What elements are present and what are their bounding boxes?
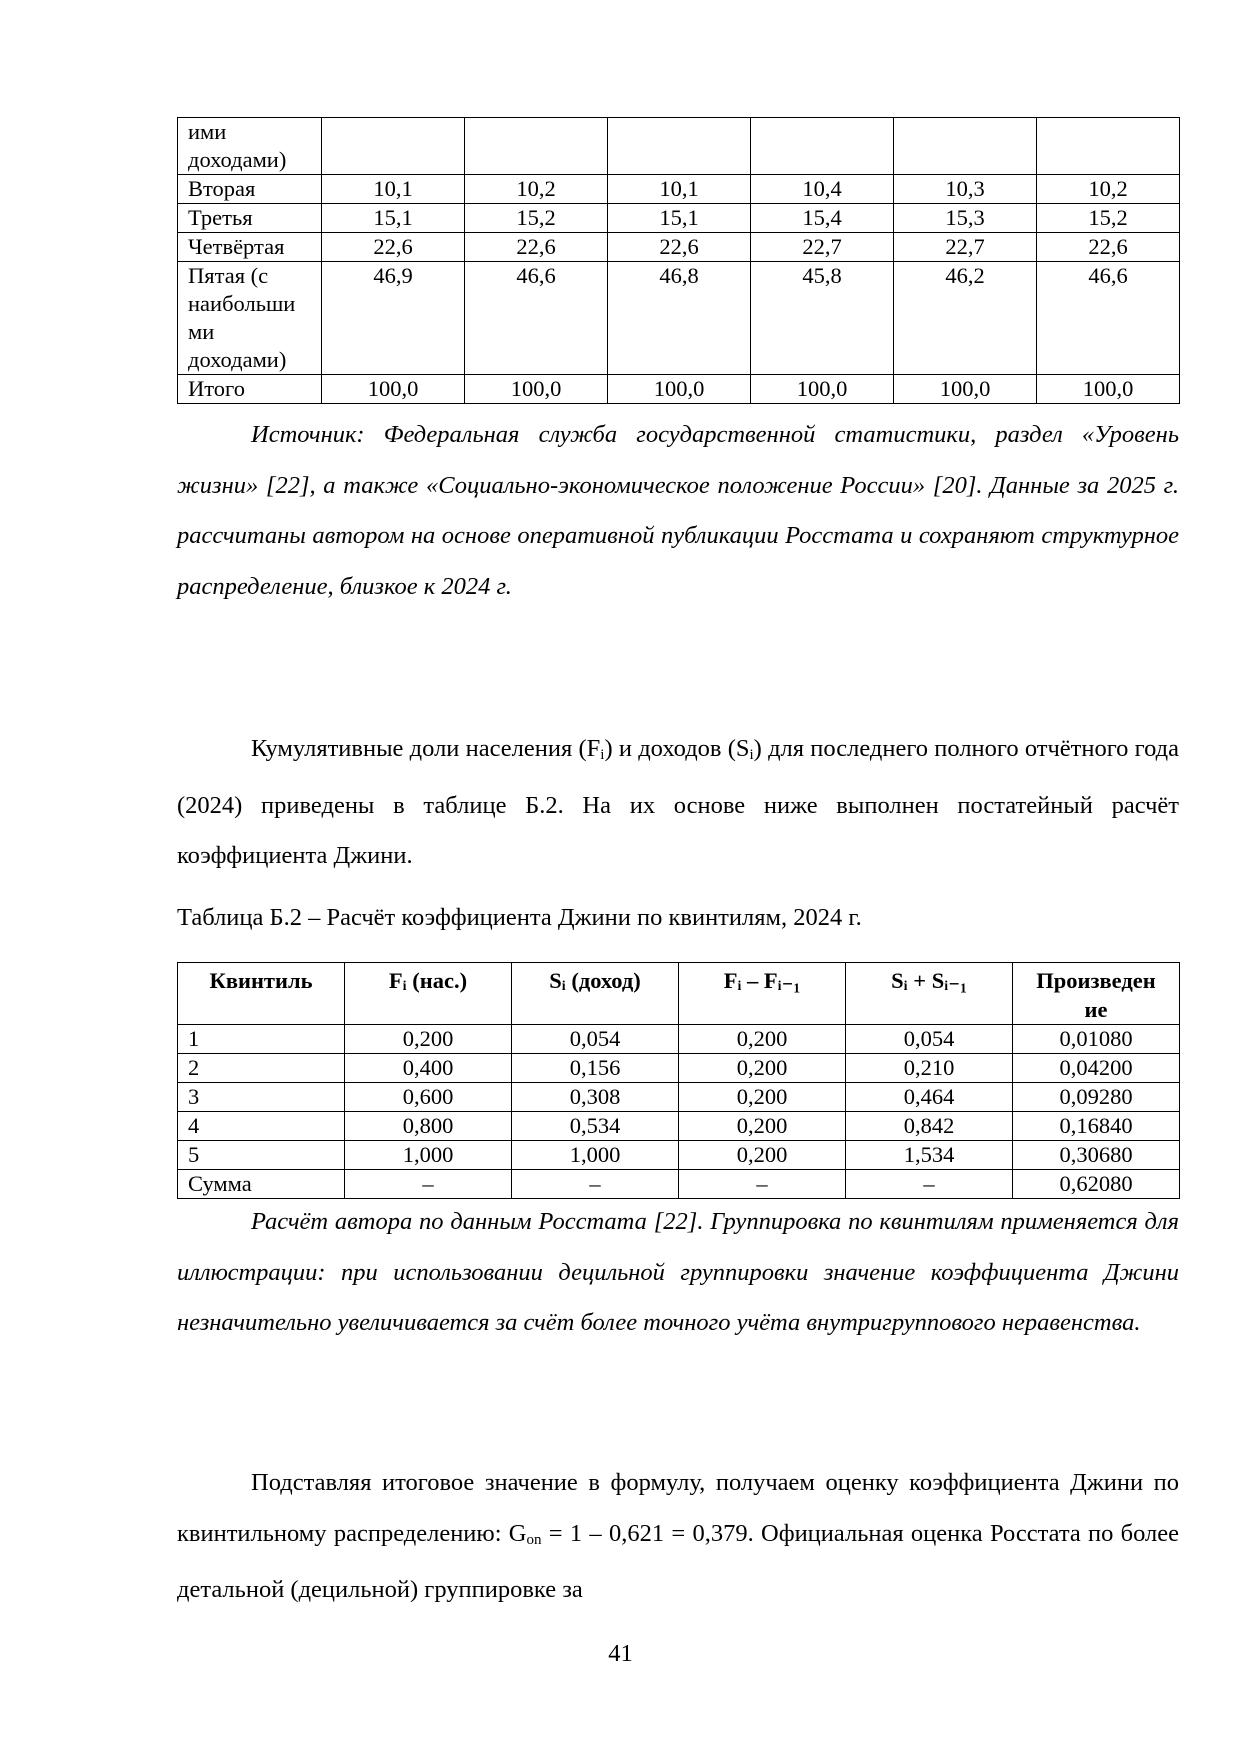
table-row (178, 175, 1180, 204)
paragraph-cumulative-shares (177, 724, 1179, 882)
row-label: 2 (178, 1054, 345, 1083)
table-cell: 0,09280 (1013, 1083, 1180, 1112)
table-cell: 45,8 (751, 262, 894, 375)
table-cell: 0,600 (345, 1083, 512, 1112)
row-label: 1 (178, 1025, 345, 1054)
table-header-row (178, 963, 1180, 1025)
row-label: 5 (178, 1141, 345, 1170)
quintile-income-table-body (178, 118, 1180, 404)
table-cell: 22,7 (894, 233, 1037, 262)
table-cell: 15,1 (322, 204, 465, 233)
table-cell: 0,200 (679, 1141, 846, 1170)
source-note: Источник: Федеральная служба государственной статистики, раздел «Уровень жизни» [22], а также «Социально-экономическое положение России» [20]. Данные за 2025 г. рассчитаны автором на основе оперативной публикации Росстата и сохраняют структурное распределение, близкое к 2024 г. (177, 421, 1179, 600)
table-cell: 22,7 (751, 233, 894, 262)
quintile-income-table (177, 117, 1180, 404)
table-cell: 0,200 (679, 1083, 846, 1112)
table-cell: 0,464 (846, 1083, 1013, 1112)
table-cell (1037, 118, 1180, 175)
table-row (178, 1170, 1180, 1199)
table-cell: 10,3 (894, 175, 1037, 204)
page-number: 41 (608, 1640, 633, 1667)
table-row (178, 1054, 1180, 1083)
column-header: Fᵢ – Fᵢ₋₁ (679, 963, 846, 1025)
row-label: Итого (178, 375, 322, 404)
table-cell: 46,8 (608, 262, 751, 375)
table-cell: 0,054 (846, 1025, 1013, 1054)
paragraph-text-1: Кумулятивные доли населения (F (251, 735, 601, 762)
table-cell: 100,0 (1037, 375, 1180, 404)
table-caption: Таблица Б.2 – Расчёт коэффициента Джини по квинтилям, 2024 г. (177, 904, 862, 931)
table-cell: 0,308 (512, 1083, 679, 1112)
table-cell: 0,200 (679, 1025, 846, 1054)
row-label: Пятая (с наибольши ми доходами) (178, 262, 322, 375)
subscript-i: i (749, 747, 754, 763)
table-cell: 22,6 (608, 233, 751, 262)
table-cell: 10,2 (465, 175, 608, 204)
table-cell: 10,1 (608, 175, 751, 204)
table-cell: 100,0 (894, 375, 1037, 404)
table-cell: 0,800 (345, 1112, 512, 1141)
table-cell: 1,000 (512, 1141, 679, 1170)
paragraph-text-2: = 1 – 0,621 = 0,379. Официальная оценка Росстата по более детальной (децильной) группировке за (177, 1519, 1180, 1603)
column-header: Fᵢ (нас.) (345, 963, 512, 1025)
table-cell: – (679, 1170, 846, 1199)
table-cell: – (345, 1170, 512, 1199)
table-cell: – (512, 1170, 679, 1199)
table-cell: 0,210 (846, 1054, 1013, 1083)
table-row (178, 204, 1180, 233)
gini-calculation-table-body (178, 1025, 1180, 1199)
column-header: Sᵢ (доход) (512, 963, 679, 1025)
table-cell: 15,2 (465, 204, 608, 233)
table-row (178, 1141, 1180, 1170)
table-cell: – (846, 1170, 1013, 1199)
table-cell (322, 118, 465, 175)
table-row (178, 1112, 1180, 1141)
table-cell: 22,6 (465, 233, 608, 262)
column-header: Sᵢ + Sᵢ₋₁ (846, 963, 1013, 1025)
table-cell: 22,6 (1037, 233, 1180, 262)
table-cell (894, 118, 1037, 175)
table-cell: 10,4 (751, 175, 894, 204)
table-cell: 1,000 (345, 1141, 512, 1170)
table-cell (751, 118, 894, 175)
table-cell: 0,200 (345, 1025, 512, 1054)
calculation-note: Расчёт автора по данным Росстата [22]. Группировка по квинтилям применяется для иллюстрации: при использовании децильной группировки значение коэффициента Джини незначительно увеличивается за счёт более точного учёта внутригруппового неравенства. (177, 1208, 1179, 1336)
row-label: 4 (178, 1112, 345, 1141)
table-cell: 100,0 (322, 375, 465, 404)
table-cell: 100,0 (751, 375, 894, 404)
table-cell: 46,6 (1037, 262, 1180, 375)
table-cell: 0,16840 (1013, 1112, 1180, 1141)
table-cell: 10,2 (1037, 175, 1180, 204)
table-cell: 0,534 (512, 1112, 679, 1141)
table-row (178, 262, 1180, 375)
table-cell: 15,4 (751, 204, 894, 233)
table-cell: 100,0 (465, 375, 608, 404)
table-cell: 0,054 (512, 1025, 679, 1054)
table-cell: 15,1 (608, 204, 751, 233)
table-row (178, 375, 1180, 404)
paragraph-gini-estimate (177, 1458, 1179, 1616)
paragraph-text-3: ) для последнего полного отчётного года (2024) приведены в таблице Б.2. На их основе ниже выполнен постатейный расчёт коэффициента Джини. (177, 735, 1179, 869)
table-cell: 0,842 (846, 1112, 1013, 1141)
table-cell: 46,6 (465, 262, 608, 375)
row-label: Четвёртая (178, 233, 322, 262)
row-label: 3 (178, 1083, 345, 1112)
column-header: Произведен ие (1013, 963, 1180, 1025)
table-cell: 15,3 (894, 204, 1037, 233)
subscript-i: i (600, 747, 605, 763)
row-label: Вторая (178, 175, 322, 204)
table-cell: 15,2 (1037, 204, 1180, 233)
table-row (178, 118, 1180, 175)
subscript-on: on (526, 1531, 542, 1548)
table-cell: 0,200 (679, 1054, 846, 1083)
table-cell: 100,0 (608, 375, 751, 404)
table-cell: 1,534 (846, 1141, 1013, 1170)
table-cell: 10,1 (322, 175, 465, 204)
table-row (178, 1025, 1180, 1054)
column-header: Квинтиль (178, 963, 345, 1025)
paragraph-text-2: ) и доходов (S (604, 735, 750, 762)
table-cell: 46,9 (322, 262, 465, 375)
table-cell (608, 118, 751, 175)
table-cell: 0,400 (345, 1054, 512, 1083)
table-cell: 22,6 (322, 233, 465, 262)
table-cell: 0,62080 (1013, 1170, 1180, 1199)
row-label: ими доходами) (178, 118, 322, 175)
table-cell: 0,200 (679, 1112, 846, 1141)
table-cell: 0,156 (512, 1054, 679, 1083)
table-cell (465, 118, 608, 175)
gini-calculation-table (177, 962, 1180, 1199)
paragraph-text-1: Подставляя итоговое значение в формулу, получаем оценку коэффициента Джини по квинтильному распределению: G (177, 1469, 1179, 1547)
table-cell: 0,01080 (1013, 1025, 1180, 1054)
table-cell: 0,04200 (1013, 1054, 1180, 1083)
table-row (178, 233, 1180, 262)
table-cell: 46,2 (894, 262, 1037, 375)
table-row (178, 1083, 1180, 1112)
row-label: Сумма (178, 1170, 345, 1199)
table-cell: 0,30680 (1013, 1141, 1180, 1170)
row-label: Третья (178, 204, 322, 233)
